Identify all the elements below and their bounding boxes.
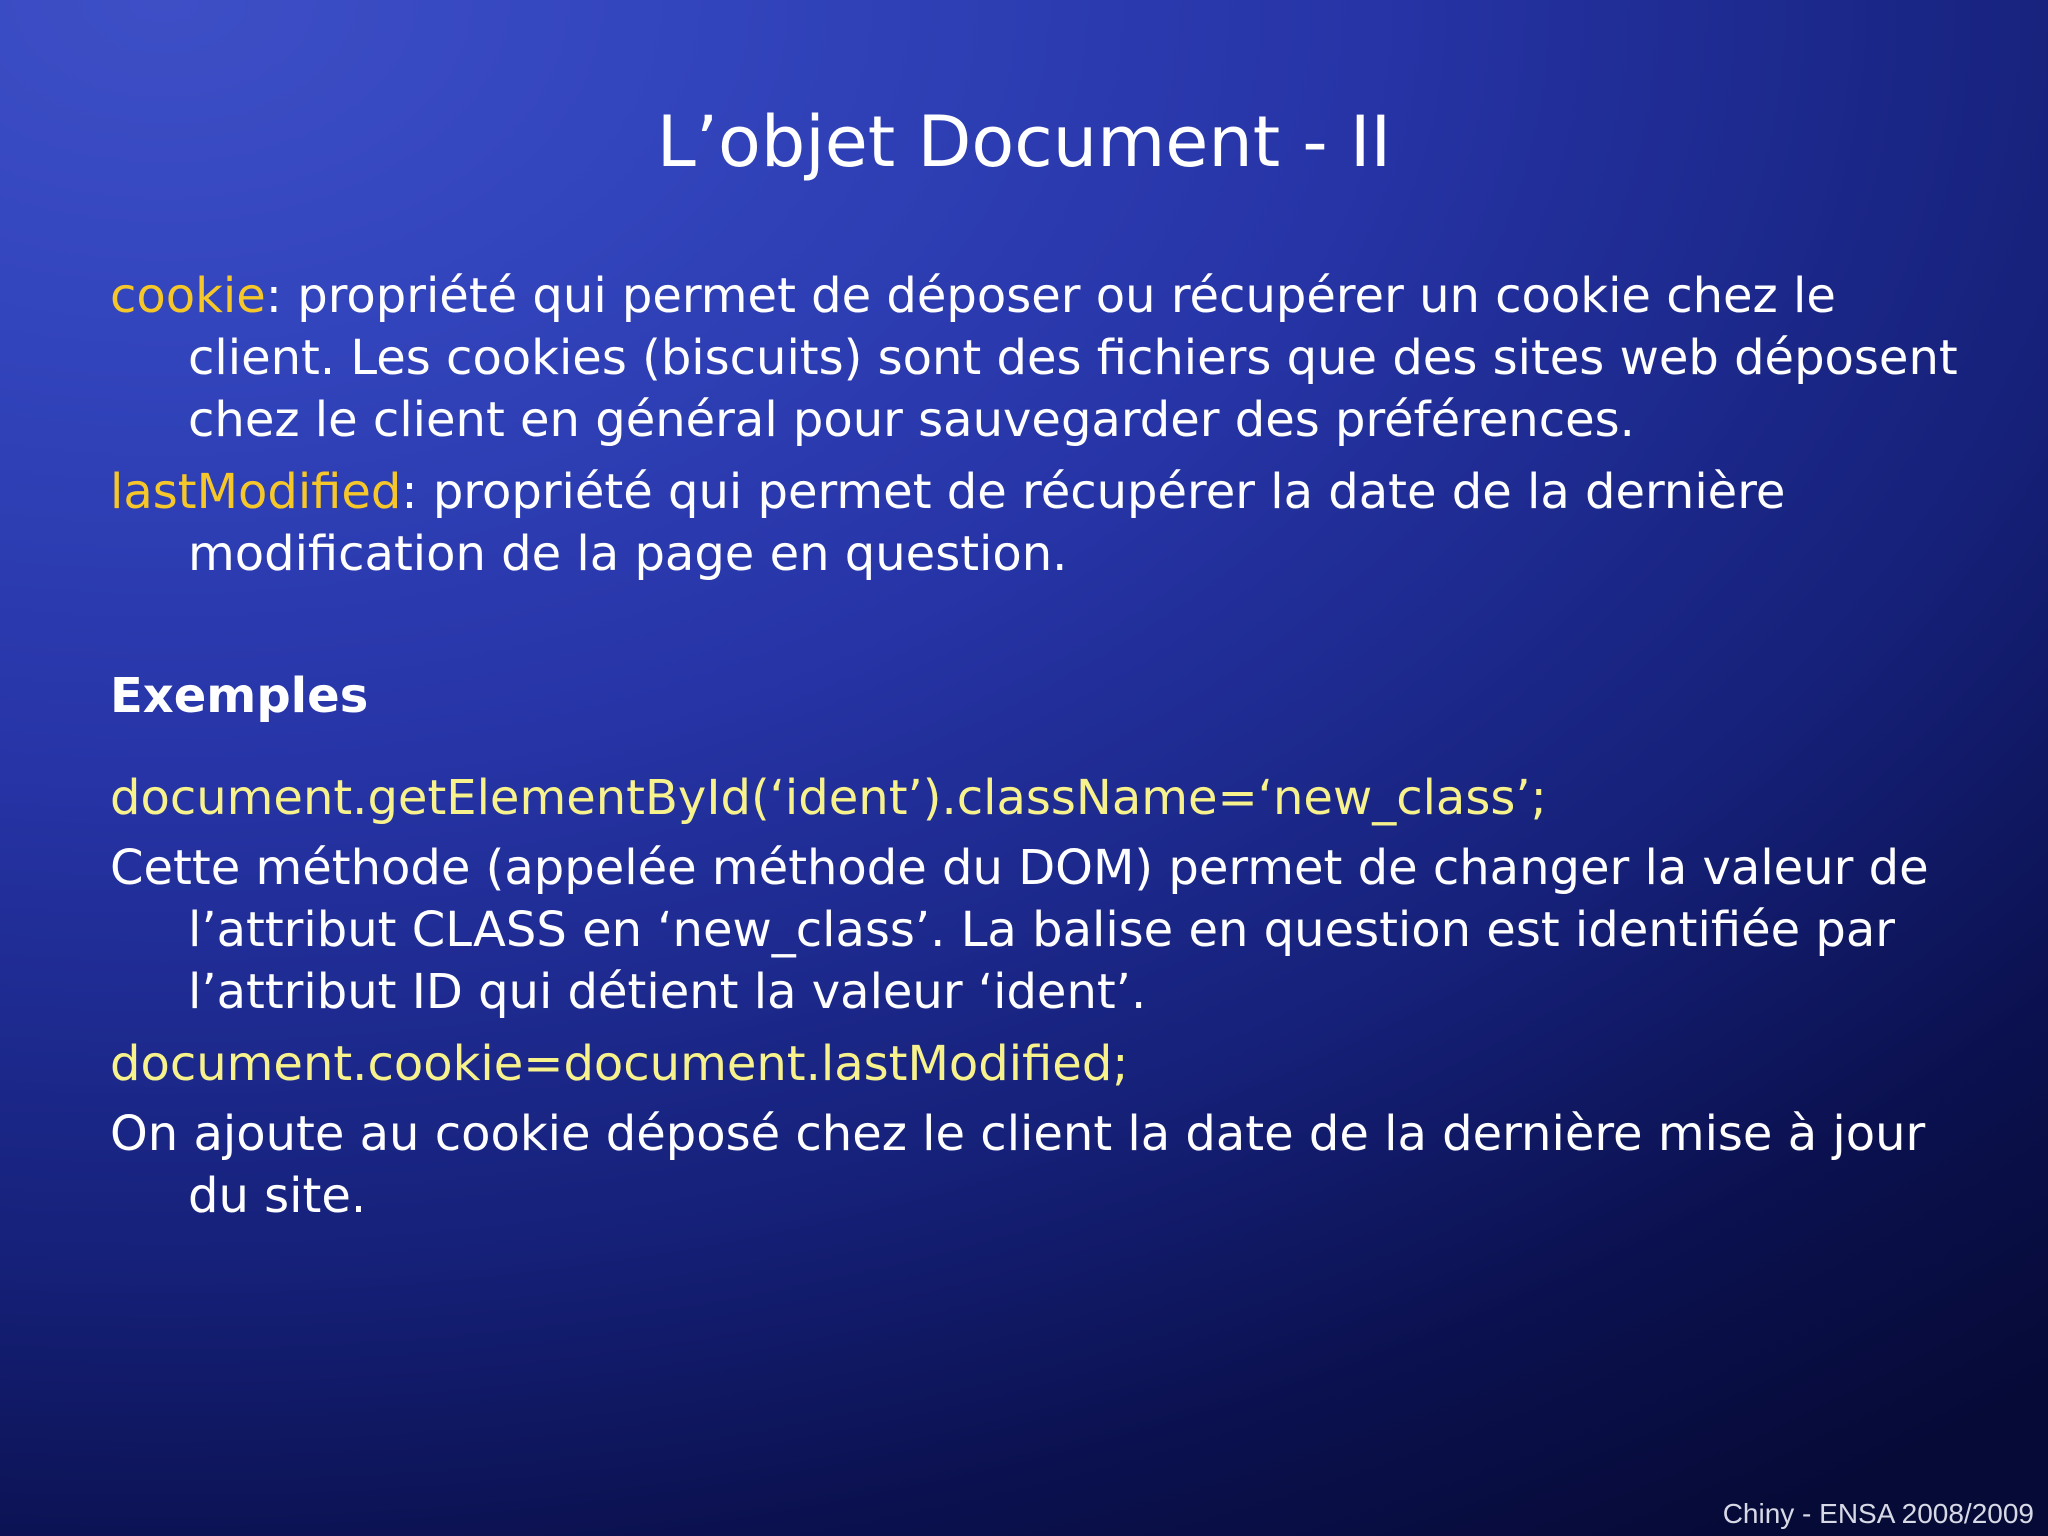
example-description: On ajoute au cookie déposé chez le client la date de la dernière mise à jour du site. — [110, 1106, 1926, 1224]
property-cookie — [110, 265, 1970, 451]
example-code: document.getElementById(‘ident’).className=‘new_class’; — [110, 770, 1547, 826]
property-lastmodified — [110, 461, 1970, 585]
example-code: document.cookie=document.lastModified; — [110, 1036, 1129, 1092]
slide-title: L’objet Document - II — [656, 101, 1392, 183]
examples-heading: Exemples — [110, 668, 369, 724]
example-description: Cette méthode (appelée méthode du DOM) permet de changer la valeur de l’attribut CLASS en ‘new_class’. La balise en question est identifiée par l’attribut ID qui détient la valeur ‘ident’. — [110, 840, 1929, 1020]
slide-content — [110, 265, 1970, 1237]
property-description: : propriété qui permet de déposer ou récupérer un cookie chez le client. Les cookies (biscuits) sont des fichiers que des sites web déposent chez le client en général pour sauvegarder des préférences. — [188, 268, 1958, 448]
slide-footer: Chiny - ENSA 2008/2009 — [1722, 1498, 2034, 1529]
property-keyword: lastModified — [110, 464, 402, 520]
property-keyword: cookie — [110, 268, 266, 324]
property-description: : propriété qui permet de récupérer la date de la dernière modification de la page en question. — [188, 464, 1786, 582]
